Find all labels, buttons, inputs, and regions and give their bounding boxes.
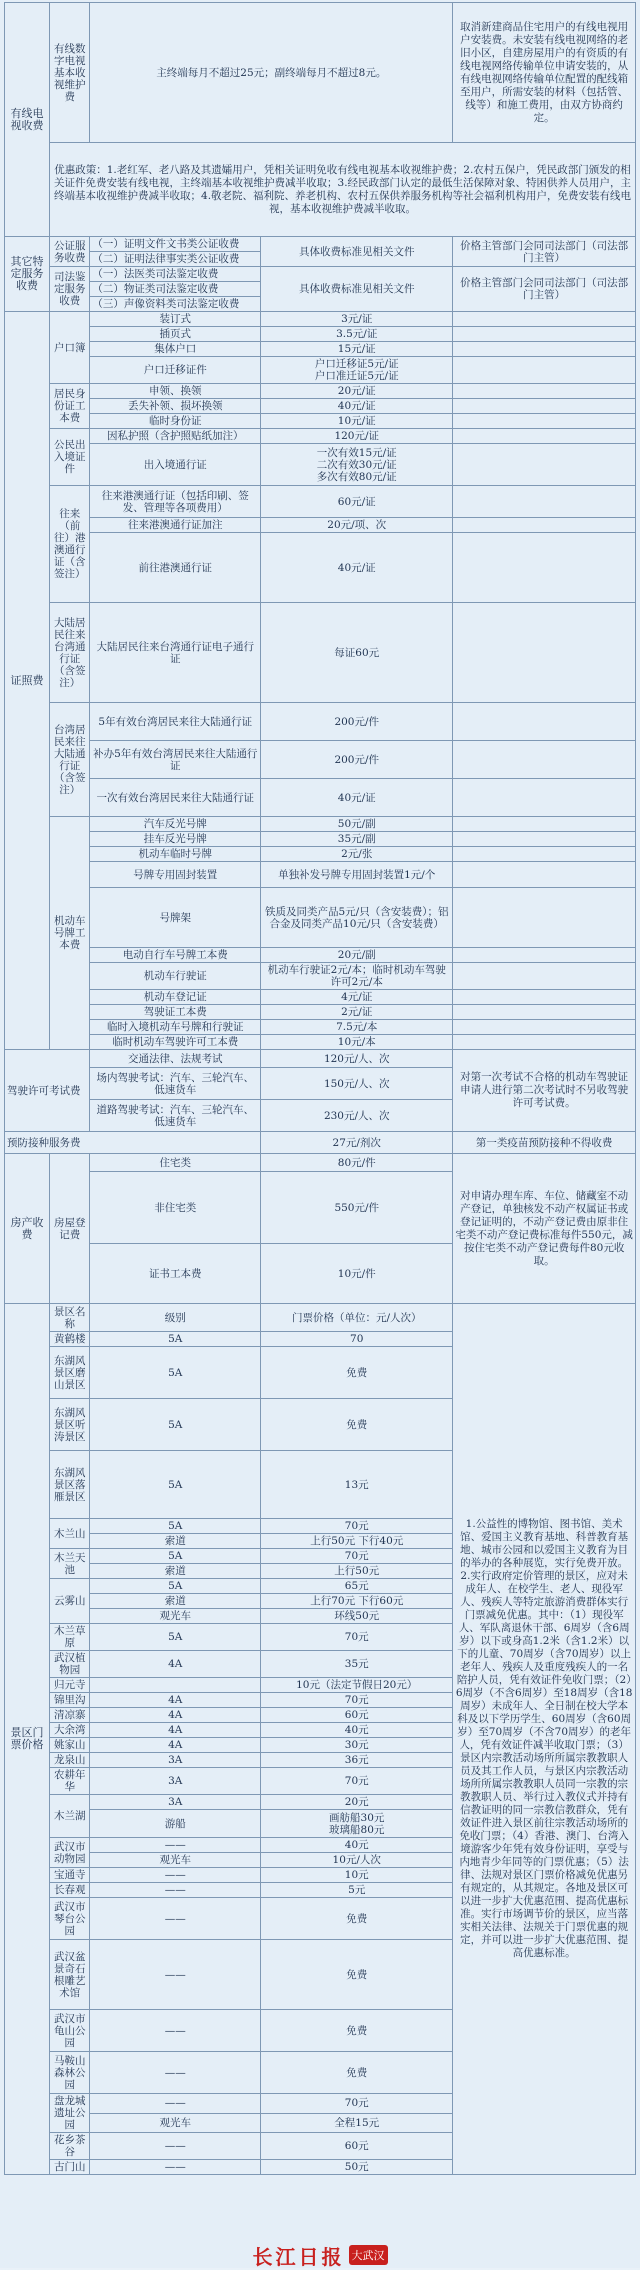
level-cell: 5A	[90, 1347, 261, 1399]
level-cell: ——	[90, 1838, 261, 1853]
item-cell: 交通法律、法规考试	[90, 1050, 261, 1068]
level-cell: ——	[90, 2133, 261, 2160]
note-cell	[453, 862, 636, 888]
note-cell	[453, 444, 636, 486]
item-cell: 机动车登记证	[90, 990, 261, 1005]
table-row	[5, 1035, 636, 1050]
note-cell: 1.公益性的博物馆、图书馆、美术馆、爱国主义教育基地、科普教育基地、城市公园和以爱国主义教育为目的举办的各种展览，实行免费开放。2.实行政府定价管理的景区，应对未成年人、在校学生、老人、现役军人、残疾人等特定旅游消费群体实行门票减免优惠。其中：（1）现役军人、军队离退休干部、6周岁（含6周岁）以下或身高1.2米（含1.2米）以下的儿童、70周岁（含70周岁）以上老年人、残疾人及重度残疾人的一名陪护人员，凭有效证件免收门票；（2）6周岁（不含6周岁）至18周岁（含18周岁）未成年人、全日制在校大学本科及以下学历学生、60周岁（含60周岁）至70周岁（不含70周岁）的老年人，凭有效证件减半收取门票；（3）景区内宗教活动场所所属宗教教职人员及其工作人员，与景区内宗教活动场所所属宗教教职人员同一宗教的宗教教职人员、举行过入教仪式并持有信教证明的同一宗教信教群众，凭有效证件进入景区前往宗教活动场所的免收门票；（4）香港、澳门、台湾入境游客少年凭有效身份证明，享受与内地青少年同等的门票优惠；（5）法律、法规对景区门票价格减免优惠另有规定的，从其规定。各地及景区可以进一步扩大优惠范围、提高优惠标准。实行市场调节价的景区，应当落实相关法律、法规关于门票优惠的规定，并可以进一步扩大优惠范围、提高优惠标准。	[453, 1304, 636, 2175]
price-cell: 主终端每月不超过25元；副终端每月不超过8元。	[90, 3, 453, 143]
category-cell: 房产收费	[5, 1154, 50, 1304]
sub-category-cell: 机动车号牌工本费	[50, 817, 90, 1050]
scenic-name-cell: 长春观	[50, 1883, 90, 1898]
item-cell: 道路驾驶考试：汽车、三轮汽车、低速货车	[90, 1100, 261, 1132]
item-cell: 出入境通行证	[90, 444, 261, 486]
price-cell: 5元	[261, 1883, 453, 1898]
table-row	[5, 3, 636, 143]
table-row	[5, 143, 636, 237]
level-cell: 4A	[90, 1723, 261, 1738]
table-row	[5, 1132, 636, 1154]
price-cell: 10元/证	[261, 414, 453, 429]
table-row	[5, 357, 636, 384]
price-cell: 2元/张	[261, 847, 453, 862]
price-cell: 具体收费标准见相关文件	[261, 237, 453, 267]
note-cell	[453, 1020, 636, 1035]
item-cell: （二）物证类司法鉴定收费	[90, 282, 261, 297]
price-cell: 40元/证	[261, 533, 453, 603]
scenic-name-cell: 木兰山	[50, 1519, 90, 1549]
price-cell: 150元/人、次	[261, 1068, 453, 1100]
note-cell	[453, 847, 636, 862]
table-row	[5, 990, 636, 1005]
price-cell: 50元	[261, 2160, 453, 2175]
level-cell: 4A	[90, 1738, 261, 1753]
item-cell: 挂车反光号牌	[90, 832, 261, 847]
note-cell: 优惠政策：1.老红军、老八路及其遗孀用户，凭相关证明免收有线电视基本收视维护费；2.农村五保户，凭民政部门颁发的相关证件免费安装有线电视，主终端基本收视维护费减半收取；3.经民政部门认定的最低生活保障对象、特困供养人员用户，主终端基本收视维护费减半收取；4.敬老院、福利院、养老机构、农村五保供养服务机构等社会福利机构用户，免费安装有线电视，基本收视维护费减半收取。	[50, 143, 636, 237]
price-cell: 70元	[261, 1624, 453, 1651]
price-cell: 7.5元/本	[261, 1020, 453, 1035]
item-cell: 临时机动车驾驶许可工本费	[90, 1035, 261, 1050]
level-cell: 4A	[90, 1651, 261, 1678]
item-cell: 临时入境机动车号牌和行驶证	[90, 1020, 261, 1035]
level-cell: 观光车	[90, 1609, 261, 1624]
scenic-name-cell: 花乡茶谷	[50, 2133, 90, 2160]
scenic-name-cell: 黄鹤楼	[50, 1332, 90, 1347]
scenic-name-cell: 云雾山	[50, 1579, 90, 1624]
table-row	[5, 888, 636, 948]
level-cell: 观光车	[90, 1853, 261, 1868]
note-cell	[453, 399, 636, 414]
table-row	[5, 399, 636, 414]
item-cell: 驾驶证工本费	[90, 1005, 261, 1020]
item-cell: 前往港澳通行证	[90, 533, 261, 603]
level-cell: 5A	[90, 1332, 261, 1347]
fee-table	[4, 2, 636, 2175]
note-cell	[453, 741, 636, 779]
item-cell: 丢失补领、损坏换领	[90, 399, 261, 414]
category-cell: 景区门票价格	[5, 1304, 50, 2175]
price-cell: 上行70元 下行60元	[261, 1594, 453, 1609]
category-cell: 驾驶许可考试费	[5, 1050, 90, 1132]
price-cell: 35元	[261, 1651, 453, 1678]
table-row	[5, 603, 636, 703]
item-cell: 插页式	[90, 327, 261, 342]
table-row	[5, 847, 636, 862]
price-cell: 120元/人、次	[261, 1050, 453, 1068]
note-cell	[453, 384, 636, 399]
item-cell: 非住宅类	[90, 1172, 261, 1244]
scenic-name-cell: 大余湾	[50, 1723, 90, 1738]
header-cell: 级别	[90, 1304, 261, 1332]
sub-category-cell: 公民出入境证件	[50, 429, 90, 486]
price-cell: 65元	[261, 1579, 453, 1594]
scenic-name-cell: 姚家山	[50, 1738, 90, 1753]
price-cell: 40元/证	[261, 779, 453, 817]
item-cell: 号牌专用固封装置	[90, 862, 261, 888]
table-row	[5, 384, 636, 399]
table-row	[5, 1050, 636, 1068]
level-cell: 游船	[90, 1810, 261, 1838]
table-row	[5, 342, 636, 357]
sub-category-cell: 往来（前往）港澳通行证（含签注）	[50, 486, 90, 603]
item-cell: 证书工本费	[90, 1244, 261, 1304]
price-cell: 免费	[261, 1399, 453, 1451]
level-cell: 5A	[90, 1519, 261, 1534]
price-cell: 上行50元	[261, 1564, 453, 1579]
price-cell: 10元/本	[261, 1035, 453, 1050]
price-cell: 单独补发号牌专用固封装置1元/个	[261, 862, 453, 888]
item-cell: 临时身份证	[90, 414, 261, 429]
note-cell	[453, 990, 636, 1005]
price-cell: 3元/证	[261, 312, 453, 327]
level-cell: 4A	[90, 1708, 261, 1723]
price-cell: 4元/证	[261, 990, 453, 1005]
item-cell: （一）法医类司法鉴定收费	[90, 267, 261, 282]
price-cell: 70元	[261, 1519, 453, 1534]
table-row	[5, 1304, 636, 1332]
note-cell	[453, 779, 636, 817]
price-cell: 10元（法定节假日20元）	[261, 1678, 453, 1693]
note-cell	[453, 703, 636, 741]
table-row	[5, 267, 636, 282]
level-cell: 5A	[90, 1549, 261, 1564]
item-cell: 电动自行车号牌工本费	[90, 948, 261, 963]
price-cell: 30元	[261, 1738, 453, 1753]
table-row	[5, 312, 636, 327]
scenic-name-cell: 东湖风景区听涛景区	[50, 1399, 90, 1451]
level-cell: 5A	[90, 1399, 261, 1451]
level-cell: 5A	[90, 1624, 261, 1651]
price-cell: 免费	[261, 2052, 453, 2094]
item-cell: 往来港澳通行证（包括印刷、签发、管理等各项费用）	[90, 486, 261, 518]
table-row	[5, 327, 636, 342]
price-cell: 15元/证	[261, 342, 453, 357]
scenic-name-cell: 龙泉山	[50, 1753, 90, 1768]
table-row	[5, 1020, 636, 1035]
badge-logo: 大武汉	[349, 2245, 388, 2265]
price-cell: 环线50元	[261, 1609, 453, 1624]
scenic-name-cell: 木兰天池	[50, 1549, 90, 1579]
note-cell: 对第一次考试不合格的机动车驾驶证申请人进行第二次考试时不另收驾驶许可考试费。	[453, 1050, 636, 1132]
price-cell: 免费	[261, 1347, 453, 1399]
price-cell: 200元/件	[261, 703, 453, 741]
scenic-name-cell: 农耕年华	[50, 1768, 90, 1795]
price-cell: 10元/人次	[261, 1853, 453, 1868]
item-cell: 申领、换领	[90, 384, 261, 399]
table-row	[5, 948, 636, 963]
note-cell	[453, 486, 636, 518]
price-cell: 70	[261, 1332, 453, 1347]
note-cell	[453, 603, 636, 703]
item-cell: 一次有效台湾居民来往大陆通行证	[90, 779, 261, 817]
scenic-name-cell: 武汉市琴台公园	[50, 1898, 90, 1940]
table-row	[5, 862, 636, 888]
level-cell: ——	[90, 1898, 261, 1940]
level-cell: 3A	[90, 1795, 261, 1810]
level-cell: 3A	[90, 1768, 261, 1795]
item-cell: 号牌架	[90, 888, 261, 948]
item-cell: 户口迁移证件	[90, 357, 261, 384]
price-cell: 70元	[261, 1549, 453, 1564]
price-cell: 20元/项、次	[261, 518, 453, 533]
note-cell: 取消新建商品住宅用户的有线电视用户安装费。未安装有线电视网络的老旧小区，自建房屋用户的有资质的有线电视网络传输单位申请安装的，从有线电视网络传输单位配置的配线箱至用户，所需安装的材料（包括管、线等）和施工费用，由双方协商约定。	[453, 3, 636, 143]
scenic-name-cell: 木兰草原	[50, 1624, 90, 1651]
item-cell: 机动车临时号牌	[90, 847, 261, 862]
item-cell: （一）证明文件文书类公证收费	[90, 237, 261, 252]
item-cell: 因私护照（含护照贴纸加注）	[90, 429, 261, 444]
price-cell: 免费	[261, 2010, 453, 2052]
scenic-name-cell: 武汉市动物园	[50, 1838, 90, 1868]
level-cell: ——	[90, 1940, 261, 2010]
scenic-name-cell: 东湖风景区磨山景区	[50, 1347, 90, 1399]
item-cell: 场内驾驶考试：汽车、三轮汽车、低速货车	[90, 1068, 261, 1100]
scenic-name-cell: 木兰湖	[50, 1795, 90, 1838]
item-cell: 装订式	[90, 312, 261, 327]
note-cell	[453, 357, 636, 384]
level-cell: 观光车	[90, 2113, 261, 2133]
table-row	[5, 237, 636, 252]
level-cell: 索道	[90, 1534, 261, 1549]
scenic-name-cell: 武汉植物园	[50, 1651, 90, 1678]
item-cell: （三）声像资料类司法鉴定收费	[90, 297, 261, 312]
scenic-name-cell: 东湖风景区落雁景区	[50, 1451, 90, 1519]
table-row	[5, 832, 636, 847]
note-cell	[453, 1035, 636, 1050]
sub-category-cell: 房屋登记费	[50, 1154, 90, 1304]
price-cell: 70元	[261, 2094, 453, 2114]
note-cell	[453, 1005, 636, 1020]
item-cell: 汽车反光号牌	[90, 817, 261, 832]
category-cell: 证照费	[5, 312, 50, 1050]
note-cell: 对申请办理车库、车位、储藏室不动产登记，单独核发不动产权属证书或登记证明的，不动产登记费由原非住宅类不动产登记费标准每件550元，减按住宅类不动产登记费每件80元收取。	[453, 1154, 636, 1304]
table-row	[5, 533, 636, 603]
table-row	[5, 703, 636, 741]
header-cell: 景区名称	[50, 1304, 90, 1332]
price-cell: 50元/副	[261, 817, 453, 832]
note-cell	[453, 429, 636, 444]
note-cell	[453, 888, 636, 948]
price-cell: 全程15元	[261, 2113, 453, 2133]
item-cell: 机动车行驶证	[90, 963, 261, 990]
note-cell	[453, 518, 636, 533]
note-cell: 价格主管部门会同司法部门（司法部门主管）	[453, 267, 636, 312]
price-cell: 具体收费标准见相关文件	[261, 267, 453, 312]
level-cell: ——	[90, 1868, 261, 1883]
scenic-name-cell: 锦里沟	[50, 1693, 90, 1708]
price-cell: 机动车行驶证2元/本；临时机动车驾驶许可2元/本	[261, 963, 453, 990]
item-cell: 集体户口	[90, 342, 261, 357]
table-row	[5, 486, 636, 518]
table-row	[5, 963, 636, 990]
price-cell: 40元	[261, 1838, 453, 1853]
sub-category-cell: 大陆居民往来台湾通行证（含签注）	[50, 603, 90, 703]
note-cell	[453, 414, 636, 429]
scenic-name-cell: 武汉市龟山公园	[50, 2010, 90, 2052]
price-cell: 120元/证	[261, 429, 453, 444]
price-cell: 20元/证	[261, 384, 453, 399]
price-cell: 一次有效15元/证 二次有效30元/证 多次有效80元/证	[261, 444, 453, 486]
table-row	[5, 1005, 636, 1020]
note-cell	[453, 832, 636, 847]
note-cell: 第一类疫苗预防接种不得收费	[453, 1132, 636, 1154]
level-cell: 5A	[90, 1579, 261, 1594]
price-cell: 70元	[261, 1693, 453, 1708]
sub-category-cell: 司法鉴定服务收费	[50, 267, 90, 312]
price-cell: 60元/证	[261, 486, 453, 518]
level-cell: 索道	[90, 1594, 261, 1609]
price-cell: 免费	[261, 1898, 453, 1940]
price-cell: 27元/剂次	[261, 1132, 453, 1154]
note-cell	[453, 312, 636, 327]
price-cell: 20元/副	[261, 948, 453, 963]
table-row	[5, 429, 636, 444]
price-cell: 200元/件	[261, 741, 453, 779]
price-cell: 10元/件	[261, 1244, 453, 1304]
item-cell: （二）证明法律事实类公证收费	[90, 252, 261, 267]
footer	[0, 2242, 640, 2268]
note-cell	[453, 948, 636, 963]
price-cell: 70元	[261, 1768, 453, 1795]
table-row	[5, 779, 636, 817]
level-cell: ——	[90, 2160, 261, 2175]
table-row	[5, 518, 636, 533]
price-cell: 铁质及同类产品5元/只（含安装费）；铝合金及同类产品10元/只（含安装费）	[261, 888, 453, 948]
price-cell: 20元	[261, 1795, 453, 1810]
item-cell: 补办5年有效台湾居民来往大陆通行证	[90, 741, 261, 779]
price-cell: 40元	[261, 1723, 453, 1738]
price-cell: 户口迁移证5元/证 户口准迁证5元/证	[261, 357, 453, 384]
level-cell: 4A	[90, 1693, 261, 1708]
price-cell: 每证60元	[261, 603, 453, 703]
table-row	[5, 741, 636, 779]
note-cell	[453, 342, 636, 357]
level-cell: 5A	[90, 1451, 261, 1519]
note-cell	[453, 963, 636, 990]
scenic-name-cell: 古门山	[50, 2160, 90, 2175]
category-cell: 有线电视收费	[5, 3, 50, 237]
item-cell: 往来港澳通行证加注	[90, 518, 261, 533]
level-cell: ——	[90, 2094, 261, 2114]
price-cell: 550元/件	[261, 1172, 453, 1244]
sub-category-cell: 户口簿	[50, 312, 90, 384]
level-cell: 索道	[90, 1564, 261, 1579]
price-cell: 60元	[261, 2133, 453, 2160]
price-cell: 13元	[261, 1451, 453, 1519]
price-cell: 免费	[261, 1940, 453, 2010]
level-cell	[90, 1678, 261, 1693]
price-cell: 40元/证	[261, 399, 453, 414]
price-cell: 画舫船30元 玻璃船80元	[261, 1810, 453, 1838]
scenic-name-cell: 马鞍山森林公园	[50, 2052, 90, 2094]
note-cell	[453, 817, 636, 832]
note-cell	[453, 533, 636, 603]
price-cell: 230元/人、次	[261, 1100, 453, 1132]
scenic-name-cell: 宝通寺	[50, 1868, 90, 1883]
price-cell: 上行50元 下行40元	[261, 1534, 453, 1549]
table-row	[5, 414, 636, 429]
price-cell: 3.5元/证	[261, 327, 453, 342]
price-cell: 35元/副	[261, 832, 453, 847]
price-cell: 10元	[261, 1868, 453, 1883]
item-cell: 住宅类	[90, 1154, 261, 1172]
header-cell: 门票价格（单位：元/人次）	[261, 1304, 453, 1332]
price-cell: 36元	[261, 1753, 453, 1768]
note-cell	[453, 327, 636, 342]
note-cell: 价格主管部门会同司法部门（司法部门主管）	[453, 237, 636, 267]
sub-category-cell: 公证服务收费	[50, 237, 90, 267]
category-cell: 预防接种服务费	[5, 1132, 261, 1154]
scenic-name-cell: 归元寺	[50, 1678, 90, 1693]
scenic-name-cell: 武汉盆景奇石根雕艺术馆	[50, 1940, 90, 2010]
item-cell: 5年有效台湾居民来往大陆通行证	[90, 703, 261, 741]
price-cell: 2元/证	[261, 1005, 453, 1020]
level-cell: ——	[90, 2010, 261, 2052]
category-cell: 其它特定服务收费	[5, 237, 50, 312]
level-cell: ——	[90, 1883, 261, 1898]
newspaper-logo: 长江日报	[252, 2244, 345, 2269]
scenic-name-cell: 盘龙城遗址公园	[50, 2094, 90, 2133]
item-cell: 有线数字电视基本收视维护费	[50, 3, 90, 143]
level-cell: ——	[90, 2052, 261, 2094]
level-cell: 3A	[90, 1753, 261, 1768]
table-row	[5, 444, 636, 486]
item-cell: 大陆居民往来台湾通行证电子通行证	[90, 603, 261, 703]
sub-category-cell: 居民身份证工本费	[50, 384, 90, 429]
sub-category-cell: 台湾居民来往大陆通行证（含签注）	[50, 703, 90, 817]
table-row	[5, 817, 636, 832]
price-cell: 60元	[261, 1708, 453, 1723]
table-row	[5, 1154, 636, 1172]
scenic-name-cell: 清凉寨	[50, 1708, 90, 1723]
price-cell: 80元/件	[261, 1154, 453, 1172]
